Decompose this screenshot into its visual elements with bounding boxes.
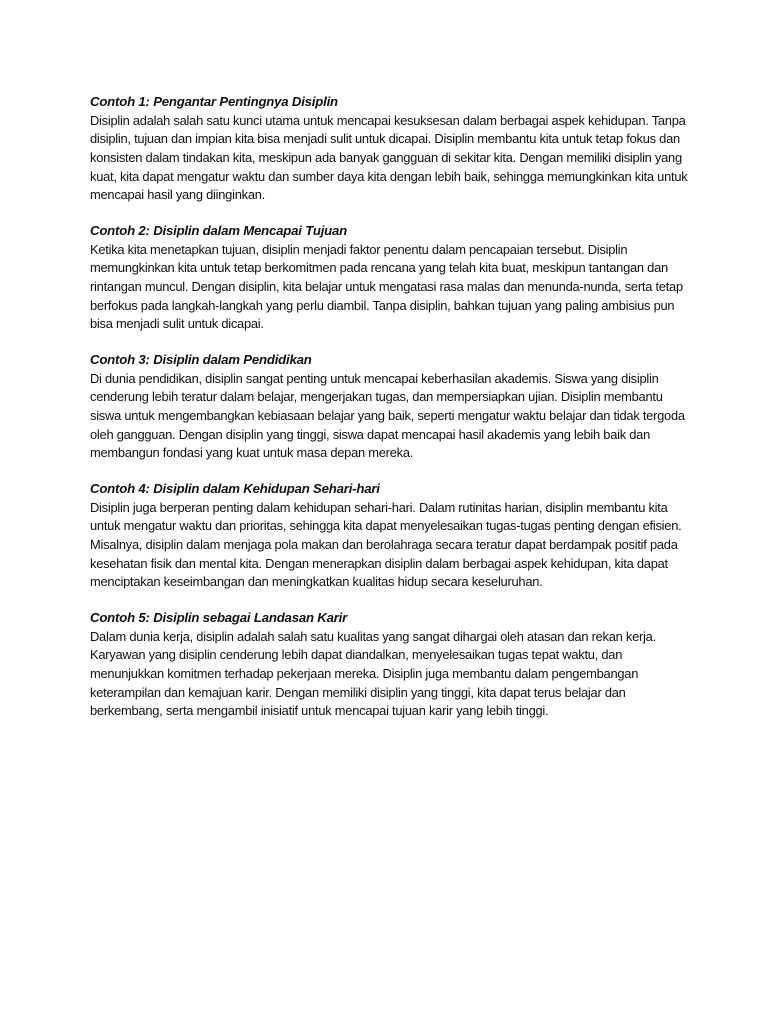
- section-heading: Contoh 1: Pengantar Pentingnya Disiplin: [90, 94, 338, 109]
- document-body: [90, 93, 690, 738]
- section-2: [90, 222, 690, 334]
- section-paragraph: Ketika kita menetapkan tujuan, disiplin menjadi faktor penentu dalam pencapaian tersebut. Disiplin memungkinkan kita untuk tetap berkomitmen pada rencana yang telah kita buat, meskipun tantangan dan rintangan muncul. Dengan disiplin, kita belajar untuk mengatasi rasa malas dan menunda-nunda, serta tetap berfokus pada langkah-langkah yang perlu diambil. Tanpa disiplin, bahkan tujuan yang paling ambisius pun bisa menjadi sulit untuk dicapai.: [90, 241, 683, 332]
- section-heading: Contoh 4: Disiplin dalam Kehidupan Sehari-hari: [90, 481, 380, 497]
- section-paragraph: Disiplin juga berperan penting dalam kehidupan sehari-hari. Dalam rutinitas harian, disiplin membantu kita untuk mengatur waktu dan prioritas, sehingga kita dapat menyelesaikan tugas-tugas penting dengan efisien. Misalnya, disiplin dalam menjaga pola makan dan berolahraga secara teratur dapat berdampak positif pada kesehatan fisik dan mental kita. Dengan menerapkan disiplin dalam berbagai aspek kehidupan, kita dapat menciptakan keseimbangan dan meningkatkan kualitas hidup secara keseluruhan.: [90, 499, 682, 590]
- section-heading: Contoh 2: Disiplin dalam Mencapai Tujuan: [90, 223, 347, 239]
- section-paragraph: Di dunia pendidikan, disiplin sangat penting untuk mencapai keberhasilan akademis. Siswa yang disiplin cenderung lebih teratur dalam belajar, mengerjakan tugas, dan mempersiapkan ujian. Disiplin membantu siswa untuk mengembangkan kebiasaan belajar yang baik, seperti mengatur waktu belajar dan tidak tergoda oleh gangguan. Dengan disiplin yang tinggi, siswa dapat mencapai hasil akademis yang lebih baik dan membangun fondasi yang kuat untuk masa depan mereka.: [90, 370, 685, 461]
- section-4: [90, 480, 690, 592]
- section-heading: Contoh 5: Disiplin sebagai Landasan Karir: [90, 610, 348, 626]
- section-1: [90, 93, 690, 205]
- section-5: [90, 609, 690, 721]
- section-paragraph: Disiplin adalah salah satu kunci utama untuk mencapai kesuksesan dalam berbagai aspek kehidupan. Tanpa disiplin, tujuan dan impian kita bisa menjadi sulit untuk dicapai. Disiplin membantu kita untuk tetap fokus dan konsisten dalam tindakan kita, meskipun ada banyak gangguan di sekitar kita. Dengan memiliki disiplin yang kuat, kita dapat mengatur waktu dan sumber daya kita dengan lebih baik, sehingga memungkinkan kita untuk mencapai hasil yang diinginkan.: [90, 112, 688, 203]
- section-paragraph: Dalam dunia kerja, disiplin adalah salah satu kualitas yang sangat dihargai oleh atasan dan rekan kerja. Karyawan yang disiplin cenderung lebih dapat diandalkan, menyelesaikan tugas tepat waktu, dan menunjukkan komitmen terhadap pekerjaan mereka. Disiplin juga membantu dalam pengembangan keterampilan dan kemajuan karir. Dengan memiliki disiplin yang tinggi, kita dapat terus belajar dan berkembang, serta mengambil inisiatif untuk mencapai tujuan karir yang lebih tinggi.: [90, 628, 656, 719]
- section-3: [90, 351, 690, 463]
- section-heading: Contoh 3: Disiplin dalam Pendidikan: [90, 352, 312, 368]
